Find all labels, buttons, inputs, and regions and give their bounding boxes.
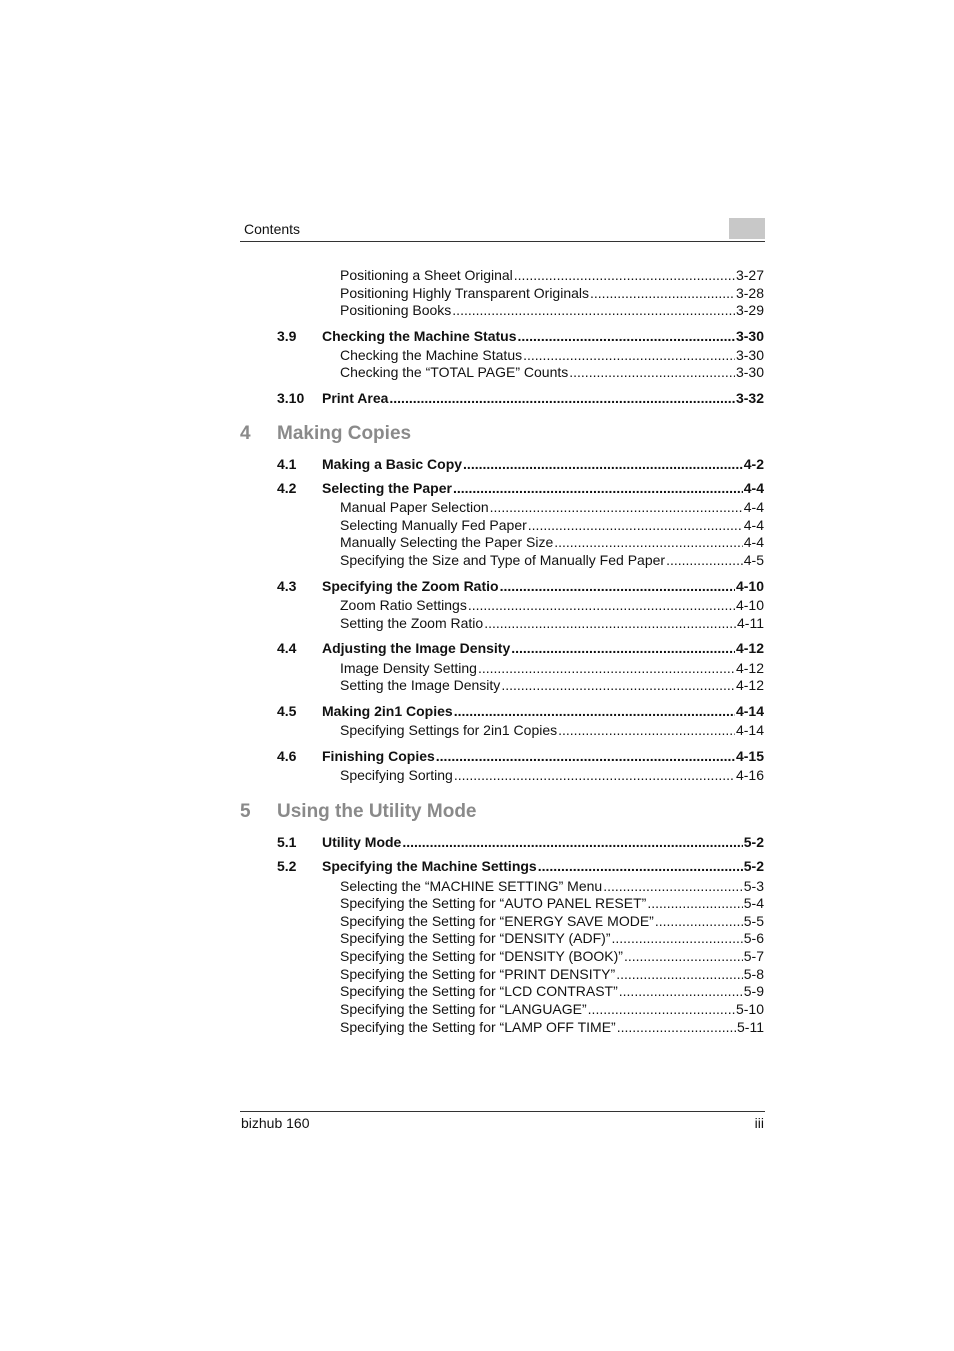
toc-section-title: Utility Mode — [322, 834, 402, 850]
toc-entry-title: Specifying Settings for 2in1 Copies — [340, 722, 558, 738]
toc-leader — [452, 301, 735, 319]
toc-section-5-2[interactable] — [277, 857, 764, 875]
toc-section-number: 4.2 — [277, 480, 297, 496]
toc-entry-title: Image Density Setting — [340, 660, 477, 676]
toc-section-4-4[interactable] — [277, 639, 764, 657]
toc-leader — [453, 479, 743, 497]
toc-entry-title: Setting the Zoom Ratio — [340, 615, 484, 631]
toc-entry-title: Manually Selecting the Paper Size — [340, 534, 554, 550]
toc-entry-page: 4-5 — [743, 552, 764, 568]
toc-section-page: 3-32 — [735, 390, 764, 406]
toc-entry-title: Selecting Manually Fed Paper — [340, 517, 527, 533]
toc-entry[interactable] — [340, 877, 764, 895]
toc-section-3-10[interactable] — [277, 389, 764, 407]
toc-leader — [588, 1000, 735, 1018]
toc-leader — [454, 702, 735, 720]
toc-section-title: Finishing Copies — [322, 748, 435, 764]
toc-section-4-3[interactable] — [277, 577, 764, 595]
footer-page-number: iii — [754, 1115, 764, 1131]
toc-leader — [554, 533, 743, 551]
toc-section-page: 4-12 — [735, 640, 764, 656]
toc-leader — [490, 498, 743, 516]
toc-section-page: 4-15 — [735, 748, 764, 764]
footer-product-name: bizhub 160 — [241, 1115, 310, 1131]
toc-section-number: 4.1 — [277, 456, 297, 472]
toc-leader — [616, 965, 743, 983]
toc-entry-title: Specifying the Size and Type of Manually Fed Paper — [340, 552, 666, 568]
toc-entry[interactable] — [340, 363, 764, 381]
toc-entry-title: Checking the “TOTAL PAGE” Counts — [340, 364, 569, 380]
toc-leader — [603, 877, 743, 895]
toc-entry[interactable] — [340, 982, 764, 1000]
toc-section-title: Making a Basic Copy — [322, 456, 463, 472]
toc-section-number: 3.9 — [277, 328, 297, 344]
toc-leader — [468, 596, 735, 614]
toc-entry-page: 4-4 — [743, 534, 764, 550]
toc-section-4-6[interactable] — [277, 747, 764, 765]
toc-entry-title: Specifying the Setting for “LCD CONTRAST” — [340, 983, 618, 999]
toc-section-number: 5.2 — [277, 858, 297, 874]
toc-entry[interactable] — [340, 965, 764, 983]
toc-section-number: 5.1 — [277, 834, 297, 850]
toc-entry-page: 5-10 — [735, 1001, 764, 1017]
toc-section-title: Checking the Machine Status — [322, 328, 517, 344]
toc-chapter-4[interactable] — [240, 423, 411, 449]
toc-entry-page: 5-5 — [743, 913, 764, 929]
toc-leader — [624, 947, 743, 965]
toc-entry-page: 4-12 — [735, 660, 764, 676]
toc-leader — [569, 363, 735, 381]
toc-leader — [500, 577, 735, 595]
toc-section-page: 4-10 — [735, 578, 764, 594]
toc-entry-page: 5-9 — [743, 983, 764, 999]
toc-entry-page: 3-27 — [735, 267, 764, 283]
header-title: Contents — [244, 221, 301, 237]
toc-entry-title: Specifying the Setting for “DENSITY (BOOK)” — [340, 948, 623, 964]
toc-leader — [590, 284, 735, 302]
toc-section-title: Adjusting the Image Density — [322, 640, 511, 656]
toc-leader — [454, 766, 735, 784]
toc-entry-title: Specifying the Setting for “DENSITY (ADF)” — [340, 930, 611, 946]
toc-entry-page: 5-11 — [737, 1019, 764, 1035]
toc-entry-page: 3-28 — [735, 285, 764, 301]
toc-entry-page: 4-12 — [735, 677, 764, 693]
toc-leader — [655, 912, 743, 930]
toc-leader — [619, 982, 743, 1000]
toc-entry[interactable] — [340, 346, 764, 364]
toc-section-page: 4-4 — [743, 480, 764, 496]
toc-section-title: Print Area — [322, 390, 389, 406]
toc-entry[interactable] — [340, 912, 764, 930]
toc-leader — [501, 676, 735, 694]
toc-section-page: 3-30 — [735, 328, 764, 344]
toc-entry-page: 5-8 — [743, 966, 764, 982]
toc-entry-title: Positioning a Sheet Original — [340, 267, 513, 283]
toc-chapter-number: 5 — [240, 801, 251, 822]
toc-entry-page: 3-30 — [735, 347, 764, 363]
toc-leader — [517, 327, 734, 345]
toc-entry[interactable] — [340, 596, 764, 614]
toc-leader — [463, 455, 743, 473]
toc-entry-title: Specifying the Setting for “ENERGY SAVE MODE” — [340, 913, 654, 929]
toc-entry-page: 5-3 — [743, 878, 764, 894]
toc-entry-page: 4-14 — [735, 722, 764, 738]
toc-entry-page: 4-10 — [735, 597, 764, 613]
toc-leader — [511, 639, 735, 657]
toc-entry-title: Specifying the Setting for “PRINT DENSITY” — [340, 966, 616, 982]
toc-section-number: 4.6 — [277, 748, 297, 764]
toc-entry-title: Selecting the “MACHINE SETTING” Menu — [340, 878, 603, 894]
toc-entry-title: Setting the Image Density — [340, 677, 501, 693]
toc-leader — [612, 929, 743, 947]
toc-entry-page: 4-4 — [743, 517, 764, 533]
toc-leader — [402, 833, 742, 851]
toc-entry-title: Manual Paper Selection — [340, 499, 489, 515]
toc-entry[interactable] — [340, 301, 764, 319]
toc-section-title: Making 2in1 Copies — [322, 703, 453, 719]
toc-section-page: 4-14 — [735, 703, 764, 719]
toc-entry-title: Zoom Ratio Settings — [340, 597, 467, 613]
toc-section-number: 3.10 — [277, 390, 305, 406]
toc-entry[interactable] — [340, 721, 764, 739]
toc-section-5-1[interactable] — [277, 833, 764, 851]
toc-leader — [528, 516, 743, 534]
toc-section-number: 4.4 — [277, 640, 297, 656]
toc-entry-page: 3-30 — [735, 364, 764, 380]
toc-entry[interactable] — [340, 1018, 764, 1036]
toc-leader — [484, 614, 736, 632]
toc-section-title: Specifying the Zoom Ratio — [322, 578, 499, 594]
toc-entry[interactable] — [340, 533, 764, 551]
toc-entry-title: Specifying the Setting for “LAMP OFF TIME” — [340, 1019, 616, 1035]
toc-leader — [514, 266, 735, 284]
toc-chapter-title: Using the Utility Mode — [277, 801, 477, 822]
toc-section-page: 5-2 — [743, 834, 764, 850]
toc-entry[interactable] — [340, 284, 764, 302]
toc-entry[interactable] — [340, 516, 764, 534]
toc-entry-page: 4-4 — [743, 499, 764, 515]
toc-section-3-9[interactable] — [277, 327, 764, 345]
toc-entry[interactable] — [340, 266, 764, 284]
toc-entry-title: Specifying the Setting for “AUTO PANEL RESET” — [340, 895, 647, 911]
toc-entry-page: 4-11 — [737, 615, 764, 631]
toc-leader — [478, 659, 735, 677]
toc-section-4-5[interactable] — [277, 702, 764, 720]
toc-entry[interactable] — [340, 614, 764, 632]
toc-entry[interactable] — [340, 498, 764, 516]
toc-leader — [523, 346, 735, 364]
toc-section-page: 5-2 — [743, 858, 764, 874]
toc-section-number: 4.3 — [277, 578, 297, 594]
toc-leader — [436, 747, 735, 765]
toc-entry-page: 5-6 — [743, 930, 764, 946]
toc-entry[interactable] — [340, 1000, 764, 1018]
toc-leader — [666, 551, 743, 569]
toc-entry-title: Positioning Books — [340, 302, 452, 318]
toc-entry[interactable] — [340, 766, 764, 784]
toc-entry-title: Specifying Sorting — [340, 767, 453, 783]
toc-leader — [647, 894, 742, 912]
toc-section-4-2[interactable] — [277, 479, 764, 497]
toc-chapter-title: Making Copies — [277, 423, 412, 444]
toc-chapter-number: 4 — [240, 423, 251, 444]
toc-entry-title: Checking the Machine Status — [340, 347, 523, 363]
toc-entry[interactable] — [340, 551, 764, 569]
toc-leader — [538, 857, 743, 875]
toc-section-title: Specifying the Machine Settings — [322, 858, 537, 874]
footer-divider — [240, 1111, 765, 1112]
toc-entry[interactable] — [340, 659, 764, 677]
toc-section-title: Selecting the Paper — [322, 480, 452, 496]
toc-leader — [389, 389, 735, 407]
toc-entry[interactable] — [340, 676, 764, 694]
toc-entry[interactable] — [340, 947, 764, 965]
toc-entry-page: 3-29 — [735, 302, 764, 318]
toc-entry[interactable] — [340, 894, 764, 912]
toc-entry-page: 4-16 — [735, 767, 764, 783]
toc-section-page: 4-2 — [743, 456, 764, 472]
toc-section-4-1[interactable] — [277, 455, 764, 473]
toc-chapter-5[interactable] — [240, 801, 477, 827]
toc-entry-page: 5-7 — [743, 948, 764, 964]
toc-entry-title: Positioning Highly Transparent Originals — [340, 285, 590, 301]
toc-leader — [558, 721, 735, 739]
toc-leader — [617, 1018, 736, 1036]
toc-entry-page: 5-4 — [743, 895, 764, 911]
toc-entry[interactable] — [340, 929, 764, 947]
toc-entry-title: Specifying the Setting for “LANGUAGE” — [340, 1001, 587, 1017]
toc-section-number: 4.5 — [277, 703, 297, 719]
